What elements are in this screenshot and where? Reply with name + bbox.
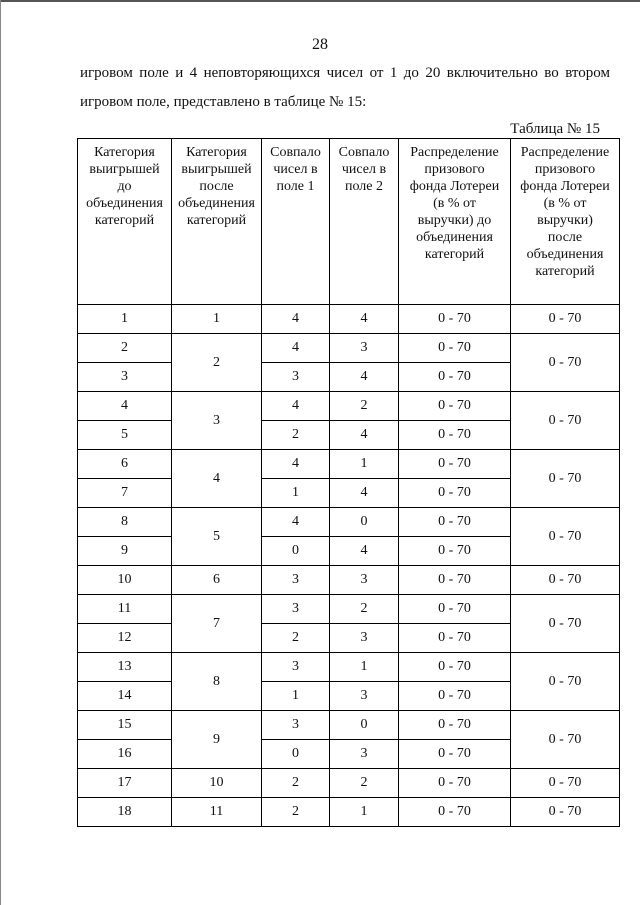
- header-text-line: после: [199, 179, 234, 194]
- distribution-before-cell: 0 - 70: [399, 421, 511, 450]
- table-row: [78, 798, 620, 827]
- matched-field-2-cell: 1: [330, 653, 399, 682]
- scan-left-edge: [0, 0, 1, 905]
- matched-field-2-cell: 4: [330, 363, 399, 392]
- matched-field-1-cell: 1: [262, 682, 330, 711]
- distribution-before-cell: 0 - 70: [399, 450, 511, 479]
- matched-field-1-cell: 1: [262, 479, 330, 508]
- distribution-before-cell: 0 - 70: [399, 508, 511, 537]
- distribution-before-cell: 0 - 70: [399, 682, 511, 711]
- category-after-cell: 9: [172, 711, 262, 769]
- header-text-line: чисел в: [273, 162, 318, 177]
- category-before-cell: 12: [78, 624, 172, 653]
- header-text-line: (в % от: [433, 196, 476, 211]
- distribution-before-cell: 0 - 70: [399, 334, 511, 363]
- category-after-cell: 1: [172, 305, 262, 334]
- header-distribution-after: [511, 139, 620, 305]
- matched-field-1-cell: 3: [262, 363, 330, 392]
- distribution-after-cell: 0 - 70: [511, 334, 620, 392]
- category-after-cell: 4: [172, 450, 262, 508]
- category-after-cell: 5: [172, 508, 262, 566]
- header-text-line: объединения: [178, 196, 255, 211]
- header-text-line: Категория: [94, 145, 155, 160]
- matched-field-1-cell: 4: [262, 334, 330, 363]
- header-text-line: Категория: [186, 145, 247, 160]
- paragraph-line-1: игровом поле и 4 неповторяющихся чисел от 1 до 20 включительно во втором: [80, 65, 610, 81]
- prize-distribution-table: [77, 138, 620, 827]
- distribution-after-cell: 0 - 70: [511, 798, 620, 827]
- matched-field-1-cell: 4: [262, 450, 330, 479]
- matched-field-2-cell: 3: [330, 624, 399, 653]
- category-before-cell: 5: [78, 421, 172, 450]
- table-row: [78, 711, 620, 740]
- header-text-line: призового: [534, 162, 596, 177]
- category-before-cell: 8: [78, 508, 172, 537]
- matched-field-1-cell: 0: [262, 537, 330, 566]
- header-text-line: категорий: [94, 213, 155, 228]
- table-row: [78, 334, 620, 363]
- header-text-line: до: [117, 179, 132, 194]
- table-row: [78, 653, 620, 682]
- distribution-after-cell: 0 - 70: [511, 711, 620, 769]
- matched-field-2-cell: 4: [330, 305, 399, 334]
- table-row: [78, 450, 620, 479]
- distribution-before-cell: 0 - 70: [399, 537, 511, 566]
- distribution-before-cell: 0 - 70: [399, 595, 511, 624]
- category-before-cell: 15: [78, 711, 172, 740]
- distribution-after-cell: 0 - 70: [511, 392, 620, 450]
- matched-field-1-cell: 2: [262, 421, 330, 450]
- page-number: 28: [312, 36, 328, 53]
- distribution-after-cell: 0 - 70: [511, 653, 620, 711]
- matched-field-2-cell: 0: [330, 508, 399, 537]
- header-category-before: [78, 139, 172, 305]
- distribution-before-cell: 0 - 70: [399, 566, 511, 595]
- matched-field-2-cell: 2: [330, 392, 399, 421]
- category-before-cell: 17: [78, 769, 172, 798]
- distribution-before-cell: 0 - 70: [399, 740, 511, 769]
- distribution-before-cell: 0 - 70: [399, 653, 511, 682]
- matched-field-2-cell: 2: [330, 595, 399, 624]
- distribution-before-cell: 0 - 70: [399, 711, 511, 740]
- header-text-line: выручки): [537, 213, 593, 228]
- matched-field-1-cell: 4: [262, 508, 330, 537]
- distribution-after-cell: 0 - 70: [511, 305, 620, 334]
- header-text-line: фонда Лотереи: [520, 179, 610, 194]
- category-after-cell: 10: [172, 769, 262, 798]
- matched-field-2-cell: 3: [330, 334, 399, 363]
- category-before-cell: 14: [78, 682, 172, 711]
- category-after-cell: 8: [172, 653, 262, 711]
- header-matched-field-1: [262, 139, 330, 305]
- distribution-before-cell: 0 - 70: [399, 363, 511, 392]
- distribution-after-cell: 0 - 70: [511, 450, 620, 508]
- header-category-after: [172, 139, 262, 305]
- matched-field-1-cell: 2: [262, 798, 330, 827]
- header-matched-field-2: [330, 139, 399, 305]
- table-row: [78, 392, 620, 421]
- distribution-before-cell: 0 - 70: [399, 305, 511, 334]
- header-text-line: фонда Лотереи: [409, 179, 500, 194]
- header-text-line: Распределение: [520, 145, 610, 160]
- header-text-line: чисел в: [341, 162, 387, 177]
- header-text-line: поле 2: [344, 179, 383, 194]
- matched-field-1-cell: 3: [262, 653, 330, 682]
- distribution-before-cell: 0 - 70: [399, 624, 511, 653]
- paragraph-line-2: игровом поле, представлено в таблице № 15:: [80, 94, 367, 110]
- category-after-cell: 2: [172, 334, 262, 392]
- category-before-cell: 1: [78, 305, 172, 334]
- matched-field-1-cell: 2: [262, 769, 330, 798]
- header-text-line: Совпало: [338, 145, 390, 160]
- category-before-cell: 11: [78, 595, 172, 624]
- distribution-before-cell: 0 - 70: [399, 798, 511, 827]
- category-before-cell: 2: [78, 334, 172, 363]
- header-text-line: выигрышей: [89, 162, 160, 177]
- header-text-line: призового: [424, 162, 485, 177]
- table-row: [78, 595, 620, 624]
- category-after-cell: 3: [172, 392, 262, 450]
- matched-field-2-cell: 0: [330, 711, 399, 740]
- matched-field-2-cell: 3: [330, 566, 399, 595]
- distribution-after-cell: 0 - 70: [511, 595, 620, 653]
- category-after-cell: 11: [172, 798, 262, 827]
- matched-field-1-cell: 0: [262, 740, 330, 769]
- matched-field-1-cell: 4: [262, 305, 330, 334]
- header-text-line: Распределение: [410, 145, 499, 160]
- matched-field-2-cell: 4: [330, 537, 399, 566]
- category-before-cell: 3: [78, 363, 172, 392]
- header-text-line: выигрышей: [181, 162, 252, 177]
- category-before-cell: 4: [78, 392, 172, 421]
- header-text-line: (в % от: [543, 196, 587, 211]
- category-before-cell: 13: [78, 653, 172, 682]
- table-header-row: [78, 139, 620, 305]
- matched-field-2-cell: 2: [330, 769, 399, 798]
- matched-field-2-cell: 4: [330, 479, 399, 508]
- table-row: [78, 508, 620, 537]
- category-before-cell: 6: [78, 450, 172, 479]
- matched-field-2-cell: 3: [330, 740, 399, 769]
- header-text-line: выручки) до: [417, 213, 492, 228]
- matched-field-2-cell: 3: [330, 682, 399, 711]
- table-body: [78, 305, 620, 827]
- distribution-after-cell: 0 - 70: [511, 508, 620, 566]
- matched-field-1-cell: 3: [262, 595, 330, 624]
- category-after-cell: 7: [172, 595, 262, 653]
- table-row: [78, 305, 620, 334]
- distribution-after-cell: 0 - 70: [511, 769, 620, 798]
- matched-field-2-cell: 1: [330, 798, 399, 827]
- header-distribution-before: [399, 139, 511, 305]
- table-caption: Таблица № 15: [510, 121, 600, 137]
- matched-field-1-cell: 3: [262, 711, 330, 740]
- matched-field-1-cell: 3: [262, 566, 330, 595]
- distribution-after-cell: 0 - 70: [511, 566, 620, 595]
- category-before-cell: 9: [78, 537, 172, 566]
- matched-field-2-cell: 4: [330, 421, 399, 450]
- header-text-line: категорий: [186, 213, 247, 228]
- category-before-cell: 18: [78, 798, 172, 827]
- distribution-before-cell: 0 - 70: [399, 392, 511, 421]
- matched-field-1-cell: 2: [262, 624, 330, 653]
- scan-top-edge: [0, 0, 640, 2]
- matched-field-1-cell: 4: [262, 392, 330, 421]
- header-text-line: категорий: [535, 264, 595, 279]
- header-text-line: категорий: [424, 247, 485, 262]
- category-before-cell: 10: [78, 566, 172, 595]
- header-text-line: поле 1: [276, 179, 315, 194]
- matched-field-2-cell: 1: [330, 450, 399, 479]
- header-text-line: объединения: [86, 196, 163, 211]
- distribution-before-cell: 0 - 70: [399, 769, 511, 798]
- category-before-cell: 7: [78, 479, 172, 508]
- header-text-line: Совпало: [270, 145, 321, 160]
- table-row: [78, 769, 620, 798]
- header-text-line: объединения: [416, 230, 493, 245]
- header-text-line: после: [547, 230, 583, 245]
- category-before-cell: 16: [78, 740, 172, 769]
- category-after-cell: 6: [172, 566, 262, 595]
- distribution-before-cell: 0 - 70: [399, 479, 511, 508]
- header-text-line: объединения: [526, 247, 604, 262]
- table-row: [78, 566, 620, 595]
